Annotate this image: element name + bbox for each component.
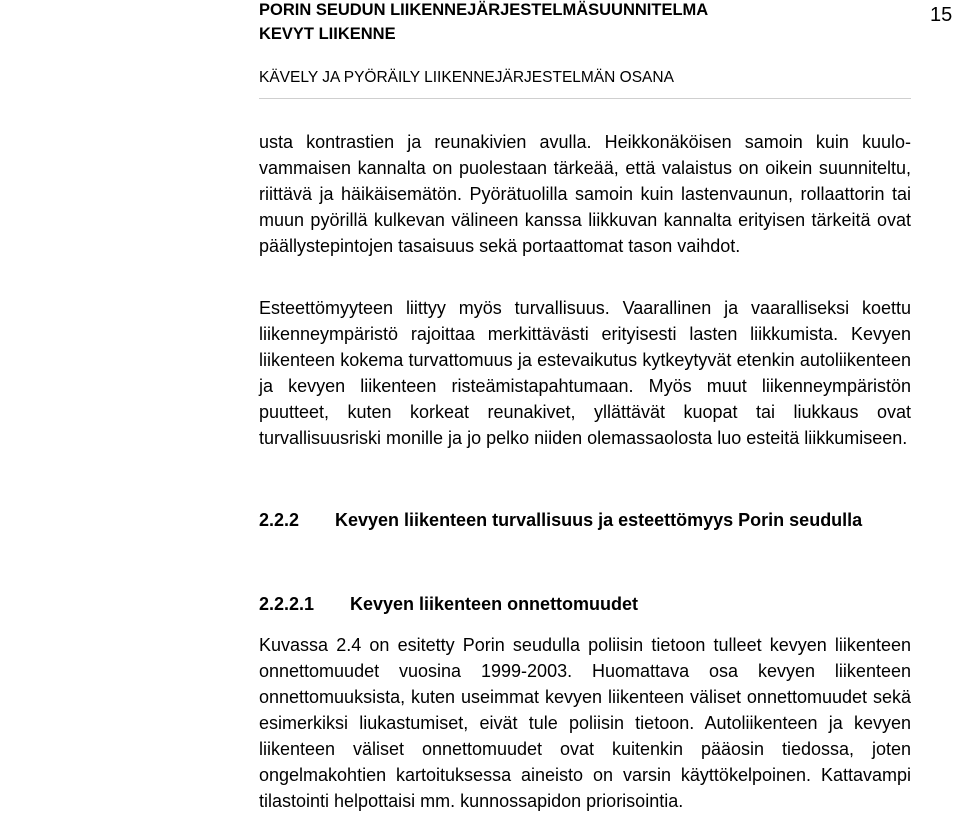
body-paragraph: Esteettömyyteen liittyy myös turvallisuus. Vaarallinen ja vaaralliseksi koettu liikenneympäristö rajoittaa merkittävästi erityisesti lasten liikkumista. Kevyen liikenteen kokema turvattomuus ja estevaikutus kytkeytyvät etenkin autoliikenteen ja kevyen liikenteen risteämistapahtumaan. Myös muut liikenneympäristön puutteet, kuten korkeat reunakivet, yllättävät kuopat tai liukkaus ovat turvallisuusriski monille ja jo pelko niiden olemassaolosta luo esteitä liikkumiseen.: [259, 298, 911, 448]
body-paragraph: Kuvassa 2.4 on esitetty Porin seudulla poliisin tietoon tulleet kevyen liikenteen onnettomuudet vuosina 1999-2003. Huomattava osa kevyen liikenteen onnettomuuksista, kuten useimmat kevyen liikenteen väliset onnettomuudet sekä esimerkiksi liukastumiset, eivät tule poliisin tietoon. Autoliikenteen ja kevyen liikenteen väliset onnettomuudet ovat kuitenkin pääosin tiedossa, joten ongelmakohtien kartoituksessa aineisto on varsin käyttökelpoinen. Kattavampi tilastointi helpottaisi mm. kunnossapidon priorisointia.: [259, 635, 911, 811]
document-subtitle: KÄVELY JA PYÖRÄILY LIIKENNEJÄRJESTELMÄN OSANA: [259, 69, 674, 86]
section-heading-text: Kevyen liikenteen turvallisuus ja esteettömyys Porin seudulla: [335, 510, 863, 530]
page-number: 15: [930, 4, 953, 26]
header-divider: [259, 98, 911, 99]
document-title: PORIN SEUDUN LIIKENNEJÄRJESTELMÄSUUNNITELMA: [259, 1, 709, 19]
subsection-number: 2.2.2.1: [259, 594, 315, 614]
section-number: 2.2.2: [259, 510, 300, 530]
subsection-heading: [259, 591, 638, 617]
subsection-heading-text: Kevyen liikenteen onnettomuudet: [350, 594, 639, 614]
section-heading: [259, 507, 862, 533]
body-paragraph: usta kontrastien ja reunakivien avulla. Heikkonäköisen samoin kuin kuulovammaisen kannalta on puolestaan tärkeää, että valaistus on oikein suunniteltu, riittävä ja häikäisemätön. Pyörätuolilla samoin kuin lastenvaunun, rollaattorin tai muun pyörillä kulkevan välineen kanssa liikkuvan kannalta erityisen tärkeitä ovat päällystepintojen tasaisuus sekä portaattomat tason vaihdot.: [259, 132, 911, 256]
document-section-title: KEVYT LIIKENNE: [259, 25, 396, 43]
